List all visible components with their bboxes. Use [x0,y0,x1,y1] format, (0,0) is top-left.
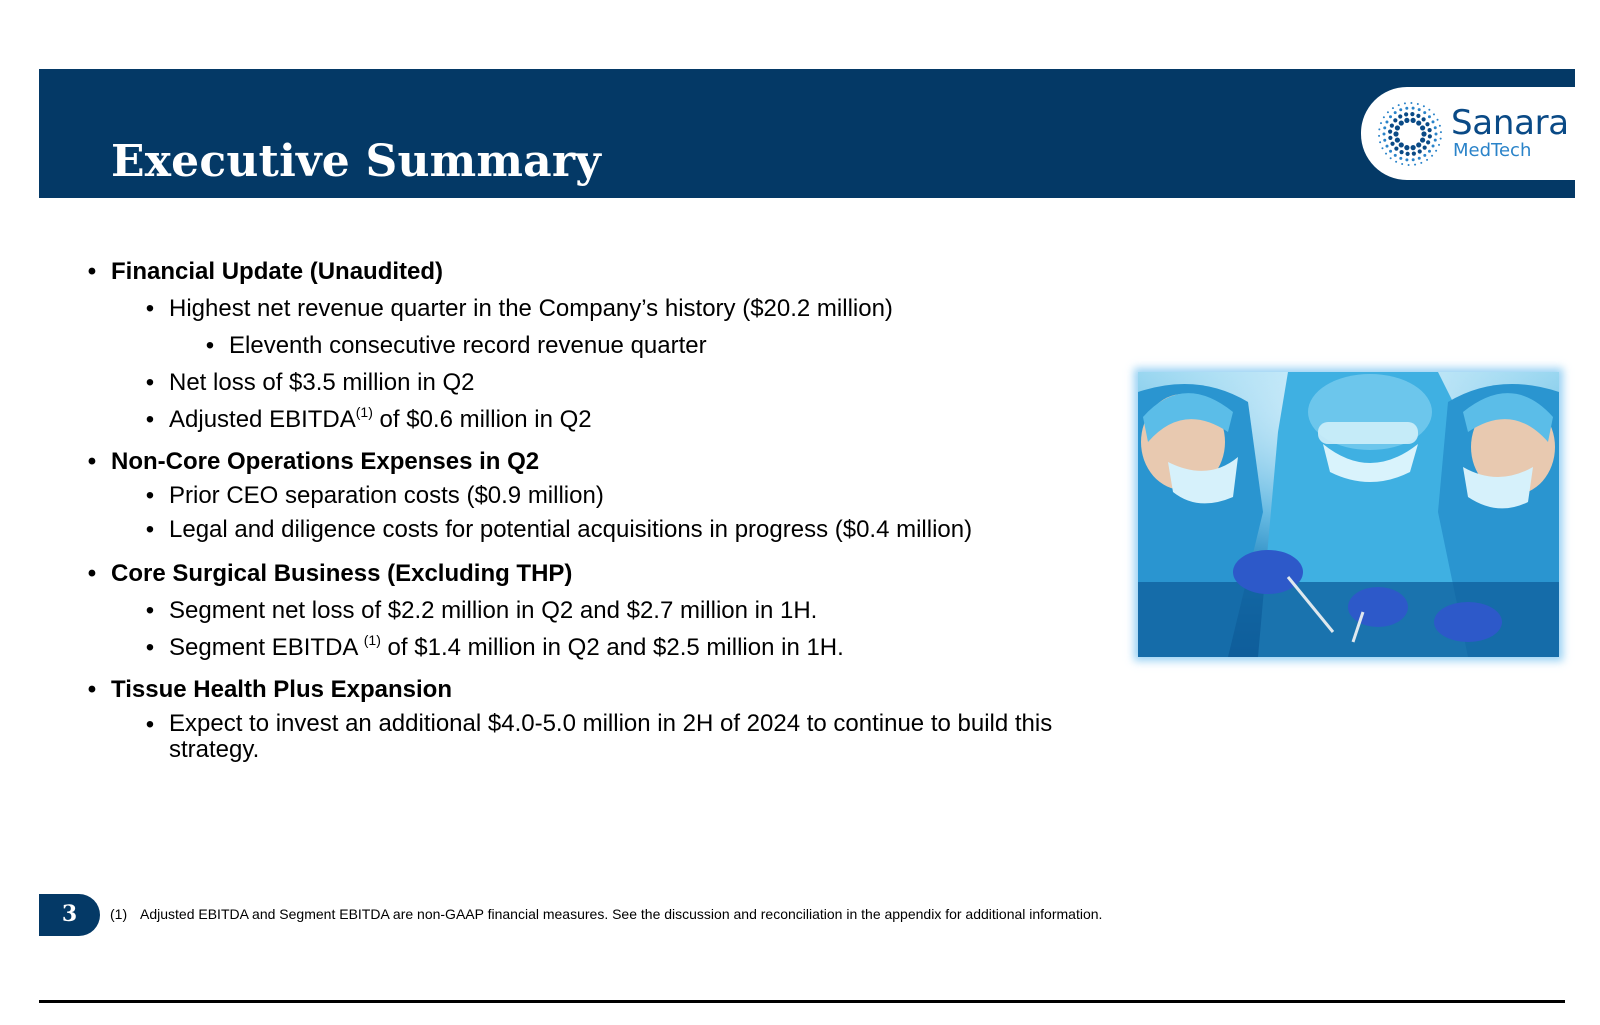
footnote-marker: (1) [363,632,381,648]
logo-wordmark: Sanara [1451,103,1569,143]
footnote-marker: (1) [355,404,373,420]
bottom-divider [39,1000,1565,1003]
logo-subtitle: MedTech [1453,140,1532,161]
footnote-number: (1) [110,906,128,922]
company-logo [1361,87,1575,180]
footnote-text: Adjusted EBITDA and Segment EBITDA are non-GAAP financial measures. See the discussion and reconciliation in the appendix for additional information. [140,906,1103,922]
page-title: Executive Summary [111,136,601,187]
surgery-photo [1138,372,1559,657]
footnote [110,906,1102,922]
sanara-starburst-logo-icon [1375,99,1445,169]
page-number-badge [39,894,100,936]
surgeons-operating-image [1138,372,1559,657]
page-number: 3 [61,901,78,927]
